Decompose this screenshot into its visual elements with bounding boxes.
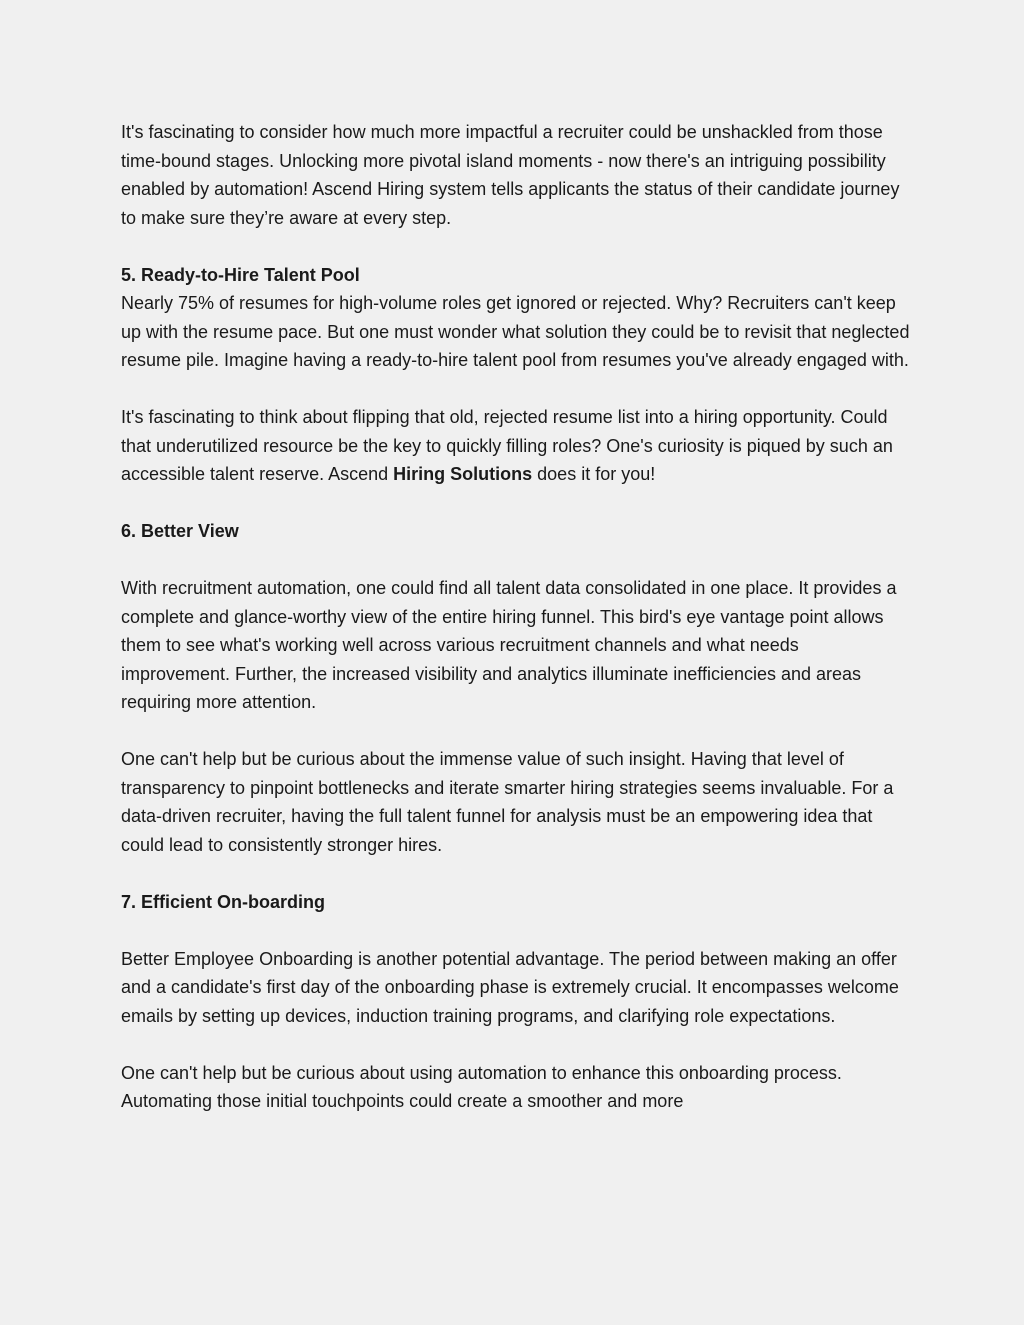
- section-5-paragraph-2: [121, 403, 911, 489]
- section-7-heading: 7. Efficient On-boarding: [121, 891, 326, 912]
- spacer: [121, 489, 911, 518]
- section-5-paragraph-1: Nearly 75% of resumes for high-volume roles get ignored or rejected. Why? Recruiters can't keep up with the resume pace. But one must wonder what solution they could be to revisit that neglected resume pile. Imagine having a ready-to-hire talent pool from resumes you've already engaged with.: [121, 293, 910, 370]
- spacer: [121, 546, 911, 575]
- spacer: [121, 1030, 911, 1059]
- spacer: [121, 859, 911, 888]
- section-6-paragraph-1: With recruitment automation, one could find all talent data consolidated in one place. It provides a complete and glance-worthy view of the entire hiring funnel. This bird's eye vantage point allows them to see what's working well across various recruitment channels and what needs improvement. Further, the increased visibility and analytics illuminate inefficiencies and areas requiring more attention.: [121, 578, 897, 712]
- section-7-paragraph-2: One can't help but be curious about using automation to enhance this onboarding process. Automating those initial touchpoints could create a smoother and more: [121, 1062, 842, 1111]
- spacer: [121, 375, 911, 404]
- section-6-paragraph-2: One can't help but be curious about the immense value of such insight. Having that level of transparency to pinpoint bottlenecks and iterate smarter hiring strategies seems invaluable. For a data-driven recruiter, having the full talent funnel for analysis must be an empowering idea that could lead to consistently stronger hires.: [121, 749, 894, 855]
- section-5-paragraph-2-text: It's fascinating to think about flipping that old, rejected resume list into a hiring opportunity. Could that underutilized resource be the key to quickly filling roles? One's curiosity is piqued by such an accessible talent reserve. Ascend: [121, 407, 893, 484]
- section-5-paragraph-2-tail: does it for you!: [532, 464, 656, 484]
- section-7-paragraph-1: Better Employee Onboarding is another potential advantage. The period between making an offer and a candidate's first day of the onboarding phase is extremely crucial. It encompasses welcome emails by setting up devices, induction training programs, and clarifying role expectations.: [121, 948, 899, 1026]
- hiring-solutions-emphasis: Hiring Solutions: [393, 464, 533, 484]
- section-6-heading: 6. Better View: [121, 521, 239, 541]
- spacer: [121, 916, 911, 945]
- section-5-heading: 5. Ready-to-Hire Talent Pool: [121, 264, 360, 285]
- spacer: [121, 232, 911, 261]
- intro-paragraph: It's fascinating to consider how much more impactful a recruiter could be unshackled from those time-bound stages. Unlocking more pivotal island moments - now there's an intriguing possibility enabled by automation! Ascend Hiring system tells applicants the status of their candidate journey to make sure they’re aware at every step.: [121, 122, 900, 228]
- document-page: [121, 118, 911, 1116]
- spacer: [121, 717, 911, 746]
